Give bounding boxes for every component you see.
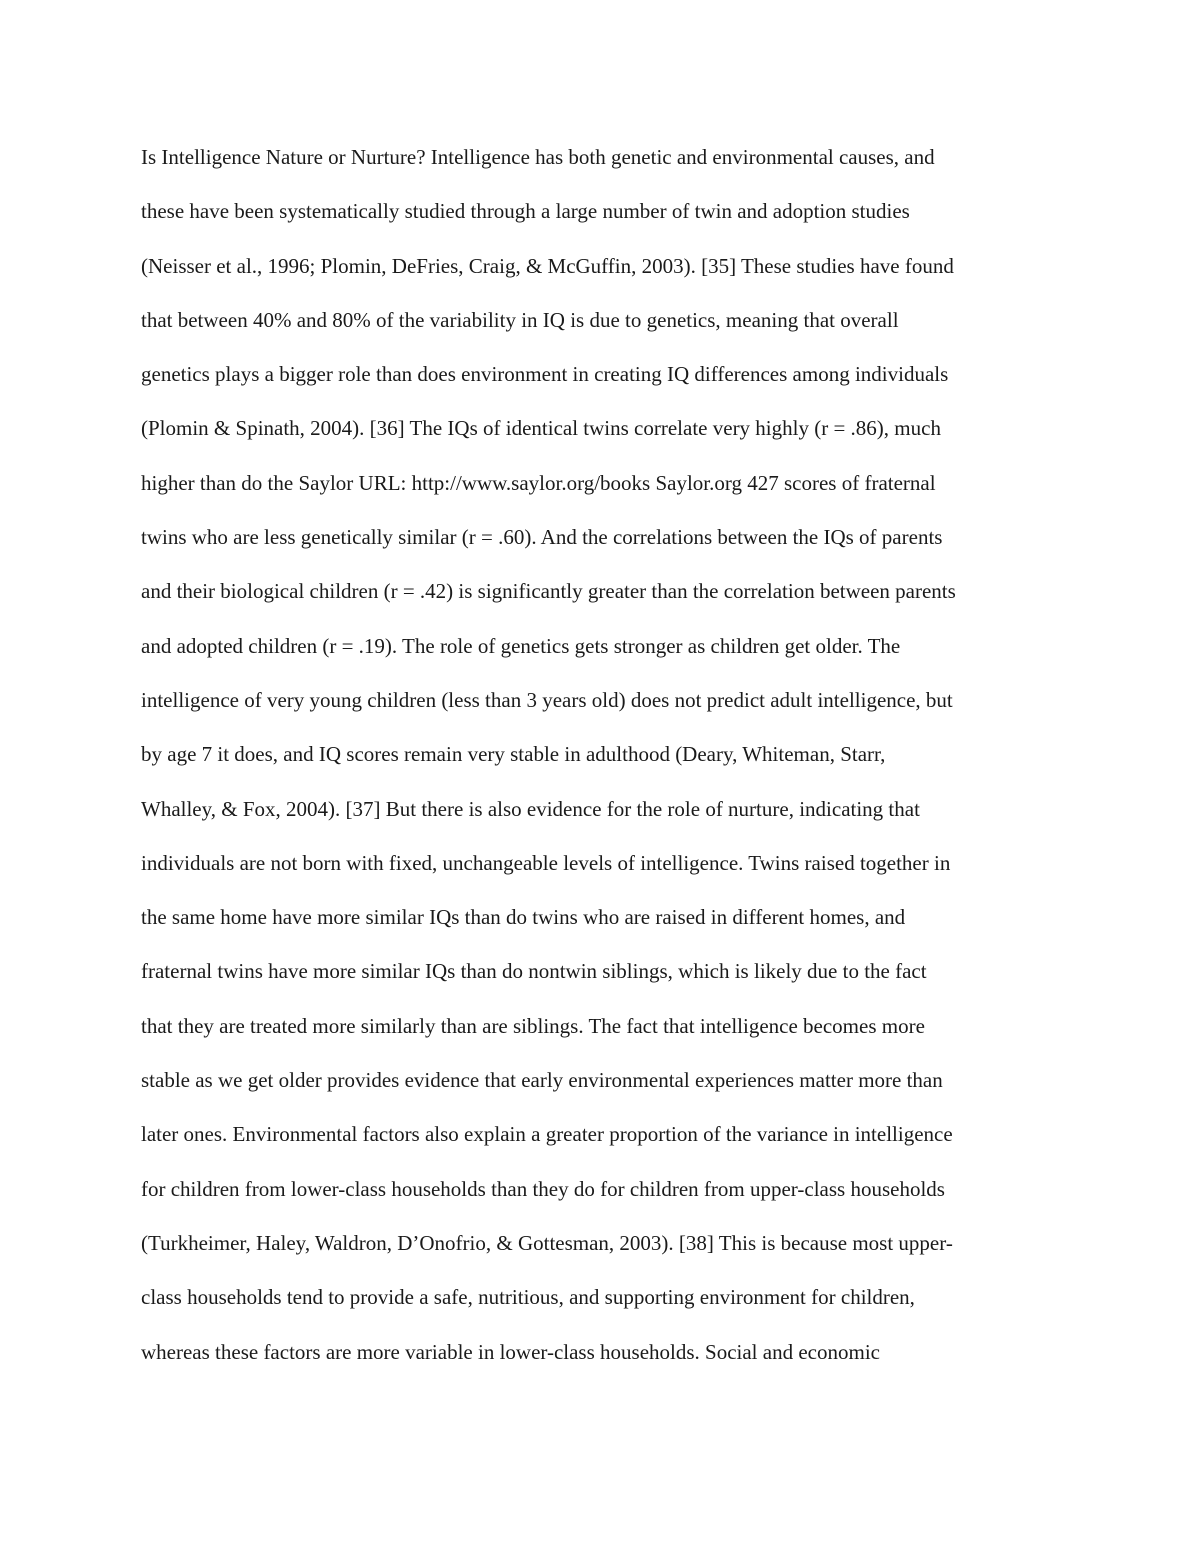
text-line: stable as we get older provides evidence that early environmental experiences matter more than <box>141 1068 943 1093</box>
text-line: and their biological children (r = .42) is significantly greater than the correlation between parents <box>141 579 956 604</box>
text-line: later ones. Environmental factors also explain a greater proportion of the variance in intelligence <box>141 1122 953 1147</box>
text-line: by age 7 it does, and IQ scores remain very stable in adulthood (Deary, Whiteman, Starr, <box>141 742 886 767</box>
text-line: the same home have more similar IQs than do twins who are raised in different homes, and <box>141 905 906 930</box>
text-line: that between 40% and 80% of the variability in IQ is due to genetics, meaning that overall <box>141 307 899 332</box>
text-line: individuals are not born with fixed, unchangeable levels of intelligence. Twins raised together in <box>141 850 951 875</box>
text-line: genetics plays a bigger role than does environment in creating IQ differences among individuals <box>141 362 949 387</box>
text-line: class households tend to provide a safe, nutritious, and supporting environment for children, <box>141 1285 915 1310</box>
text-line: twins who are less genetically similar (r = .60). And the correlations between the IQs of parents <box>141 525 943 550</box>
text-line: Is Intelligence Nature or Nurture? Intelligence has both genetic and environmental causes, and <box>141 145 935 169</box>
text-line: (Plomin & Spinath, 2004). [36] The IQs of identical twins correlate very highly (r = .86), much <box>141 416 941 441</box>
text-line: Whalley, & Fox, 2004). [37] But there is also evidence for the role of nurture, indicating that <box>141 796 920 821</box>
text-line: intelligence of very young children (less than 3 years old) does not predict adult intelligence, but <box>141 687 953 712</box>
text-line: fraternal twins have more similar IQs than do nontwin siblings, which is likely due to the fact <box>141 959 927 984</box>
text-line: (Turkheimer, Haley, Waldron, D’Onofrio, & Gottesman, 2003). [38] This is because most upper- <box>141 1230 953 1255</box>
text-line: for children from lower-class households than they do for children from upper-class households <box>141 1176 945 1201</box>
text-line: these have been systematically studied through a large number of twin and adoption studies <box>141 199 910 224</box>
text-line: (Neisser et al., 1996; Plomin, DeFries, Craig, & McGuffin, 2003). [35] These studies have found <box>141 253 954 278</box>
text-line: that they are treated more similarly than are siblings. The fact that intelligence becomes more <box>141 1013 925 1038</box>
text-line: higher than do the Saylor URL: http://www.saylor.org/books Saylor.org 427 scores of fraternal <box>141 470 936 495</box>
text-line: whereas these factors are more variable in lower-class households. Social and economic <box>141 1339 880 1364</box>
body-paragraph <box>141 135 1061 1384</box>
text-line: and adopted children (r = .19). The role of genetics gets stronger as children get older. The <box>141 633 901 658</box>
